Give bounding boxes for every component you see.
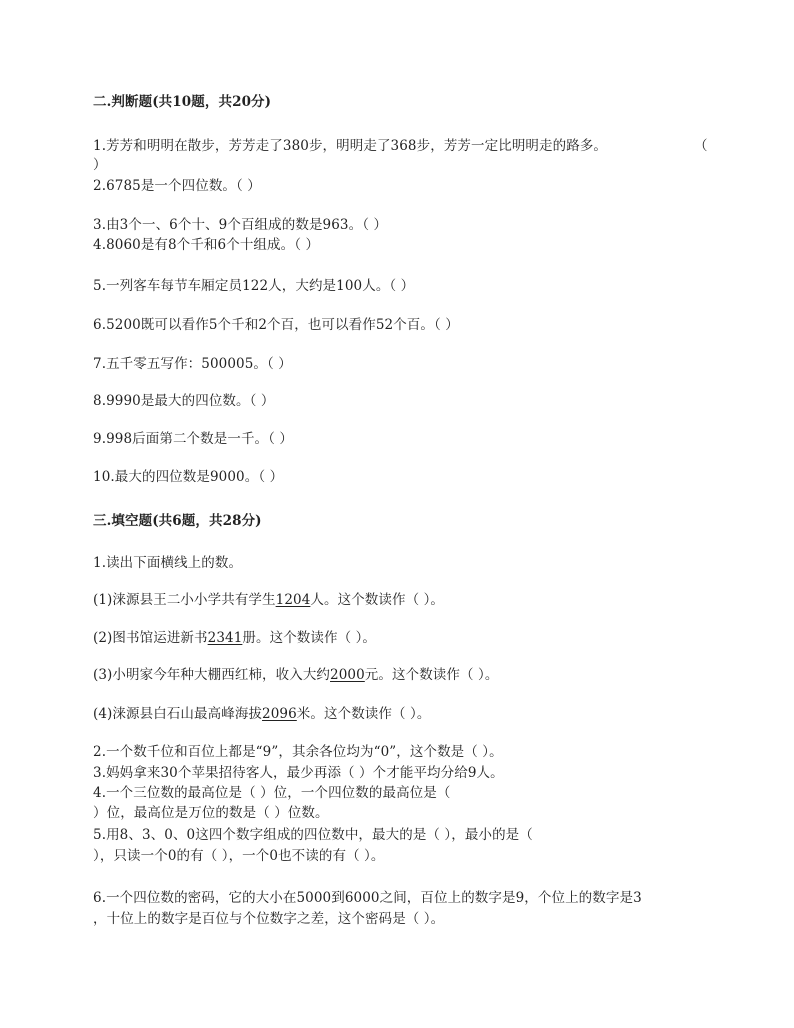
- judge-question-8: 8.9990是最大的四位数。（ ）: [93, 393, 275, 409]
- judge-question-1-continued: ）: [93, 157, 107, 173]
- fill-q1-1-underlined-number: 1204: [275, 592, 311, 608]
- section-2-heading: 二.判断题(共10题，共20分): [93, 94, 272, 110]
- fill-question-4: 4.一个三位数的最高位是（ ）位，一个四位数的最高位是（: [93, 785, 451, 801]
- judge-question-2: 2.6785是一个四位数。（ ）: [93, 178, 261, 194]
- section-3-heading: 三.填空题(共6题，共28分): [93, 513, 262, 529]
- fill-question-5-continued: ），只读一个0的有（ ），一个0也不读的有（ ）。: [93, 848, 385, 864]
- fill-question-6-continued: ，十位上的数字是百位与个位数字之差，这个密码是（ ）。: [93, 911, 445, 927]
- fill-q1-1-text-before: (1)涞源县王二小小学共有学生: [93, 592, 276, 608]
- fill-q1-3-underlined-number: 2000: [330, 667, 365, 683]
- fill-question-1-part-1: [93, 591, 444, 609]
- fill-q1-3-text-after: 元。这个数读作（ ）。: [364, 667, 499, 683]
- fill-question-1: 1.读出下面横线上的数。: [93, 555, 243, 571]
- fill-question-1-part-4: [93, 705, 430, 723]
- judge-question-1: 1.芳芳和明明在散步，芳芳走了380步，明明走了368步，芳芳一定比明明走的路多。: [93, 138, 608, 154]
- fill-question-1-part-2: [93, 629, 376, 647]
- fill-q1-2-underlined-number: 2341: [207, 630, 243, 646]
- fill-q1-2-text-after: 册。这个数读作（ ）。: [242, 630, 377, 646]
- fill-question-4-continued: ）位，最高位是万位的数是（ ）位数。: [93, 805, 329, 821]
- judge-question-5: 5.一列客车每节车厢定员122人，大约是100人。（ ）: [93, 278, 415, 294]
- fill-question-3: 3.妈妈拿来30个苹果招待客人，最少再添（ ）个才能平均分给9人。: [93, 765, 504, 781]
- judge-question-9: 9.998后面第二个数是一千。（ ）: [93, 431, 293, 447]
- fill-q1-1-text-after: 人。这个数读作（ ）。: [310, 592, 445, 608]
- fill-q1-3-text-before: (3)小明家今年种大棚西红柿，收入大约: [93, 667, 331, 683]
- fill-question-5: 5.用8、3、0、0这四个数字组成的四位数中，最大的是（ ），最小的是（: [93, 827, 533, 843]
- judge-question-10: 10.最大的四位数是9000。（ ）: [93, 469, 284, 485]
- judge-question-6: 6.5200既可以看作5个千和2个百，也可以看作52个百。（ ）: [93, 317, 459, 333]
- fill-q1-4-text-before: (4)涞源县白石山最高峰海拔: [93, 706, 263, 722]
- fill-question-1-part-3: [93, 666, 498, 684]
- judge-question-4: 4.8060是有8个千和6个十组成。（ ）: [93, 237, 320, 253]
- judge-question-1-paren: （: [694, 138, 708, 154]
- fill-q1-4-underlined-number: 2096: [262, 706, 297, 722]
- fill-question-2: 2.一个数千位和百位上都是“9”，其余各位均为“0”，这个数是（ ）。: [93, 744, 503, 760]
- fill-q1-2-text-before: (2)图书馆运进新书: [93, 630, 208, 646]
- judge-question-7: 7.五千零五写作：500005。（ ）: [93, 356, 292, 372]
- fill-q1-4-text-after: 米。这个数读作（ ）。: [296, 706, 431, 722]
- judge-question-3: 3.由3个一、6个十、9个百组成的数是963。（ ）: [93, 217, 388, 233]
- fill-question-6: 6.一个四位数的密码，它的大小在5000到6000之间，百位上的数字是9，个位上的数字是3: [93, 890, 642, 906]
